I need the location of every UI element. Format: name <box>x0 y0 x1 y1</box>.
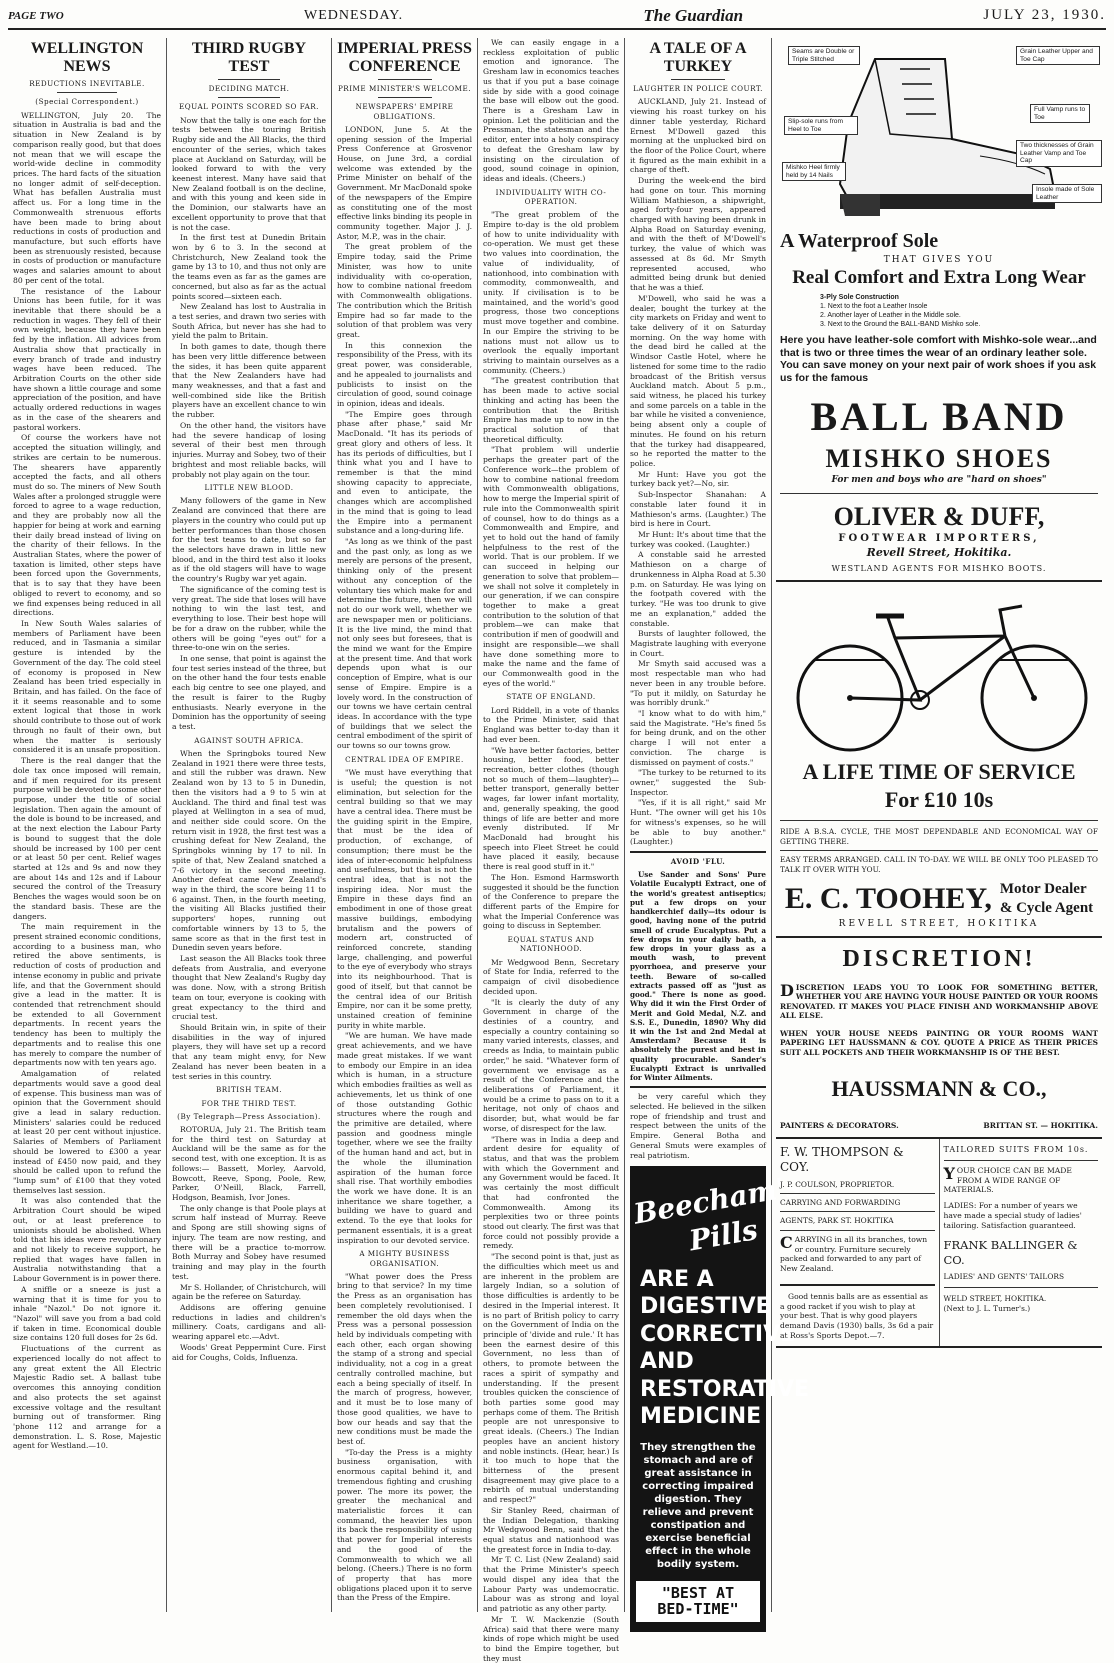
list-line: 2. Another layer of Leather in the Middle sole. <box>820 312 961 320</box>
paragraph: M'Dowell, who said he was a dealer, bought the turkey at the city markets on Friday and went to take delivery of it on Saturday morning. On the way home with the dead bird he called at the Windsor Castle Hotel, where he listened for some time to the radio broadcast of the British versus Auckland match. About 5 p.m., said witness, he placed his turkey and some parcels on a table in the bar while he visited a convenience, being absent only a couple of minutes. He found on his return that the turkey had disappeared, so he reported the matter to the police. <box>630 293 766 468</box>
column-imperial-press-cont <box>478 38 625 1663</box>
paragraph: AUCKLAND, July 21. Instead of viewing his roast turkey on his dinner table yesterday, Richard Ernest M'Dowell gazed this morning at the unplucked bird on the floor of the Police Court, where it figured as the main exhibit in a charge of theft. <box>630 97 766 175</box>
paragraph: There is the real danger that the dole tax once imposed will remain, and if men required for its present purpose will be devoted to some other purpose, under the title of social legislation. Then again the amount of the dole is bound to be increased, and at the next election the Labour Party is bound to suggest that the dole should be increased by 100 per cent or at least 50 per cent. Relief wages started at 12s and 9s and now they are about 14s and 12s and if Labour secured the control of the Treasury Benches the wages would soon be on the standard basis. These are the dangers. <box>13 756 161 921</box>
paragraph: We can easily engage in a reckless exploitation of public emotion and ignorance. The Gresham law in economics teaches us that if you put a base coinage side by side with a good coinage the base will elbow out the good. There is a Gresham Law in opinion. Let the politician and the Pressman, the statesman and the editor, enter into a holy conspiracy to defeat the Gresham law by insisting on the circulation of good, sound coinage in opinion, ideas and ideals. (Cheers.) <box>483 38 619 184</box>
column-turkey <box>625 38 810 1619</box>
paragraph: Sir Stanley Reed, chairman of the Indian Delegation, thanking Mr Wedgwood Benn, said that the equal status and nationhood was the greatest force in India to-day. <box>483 1505 619 1554</box>
headline-rugby-test: THIRD RUGBY TEST <box>191 40 307 75</box>
paragraph: In New South Wales salaries of members of Parliament have been reduced, and in Tasmania a similar gesture is intended by the Government of the day. The cold steel of economy is proposed in New Zealand has been tried especially in Britain, and has failed. On the face of it it seems reasonable and to some extent logical that those in work should contribute to those out of work through no fault of their own, but when the matter is seriously considered it is an unsafe proposition. <box>13 619 161 755</box>
mishko-title: MISHKO SHOES <box>825 443 1053 473</box>
article-body <box>483 706 619 932</box>
bsa-text: RIDE A B.S.A. CYCLE, THE MOST DEPENDABLE AND ECONOMICAL WAY OF GETTING THERE. <box>780 827 1098 846</box>
subhead-deciding: DECIDING MATCH. <box>208 84 290 94</box>
tailored-title: TAILORED SUITS FROM 10s. <box>943 1144 1089 1154</box>
page-header <box>8 4 1106 30</box>
paragraph: Sub-Inspector Shanahan: A constable later found it in Mathieson's arms. (Laughter.) The bird is here in Court. <box>630 490 766 529</box>
tennis-notice: Good tennis balls are as essential as a good racket if you wish to play at your best. That is why good players demand Davis (1930) balls, 3s 6d a pair at Ross's Sports Depot.—7. <box>780 1291 934 1340</box>
paragraph: In both games to date, though there has been very little difference between the sides, it has been quite apparent that the New Zealanders have had many weaknesses, and that a fast and well-combined side like the British players have an excellent chance to win the rubber. <box>172 342 326 420</box>
sole-list-title: 3-Ply Sole Construction <box>820 294 899 302</box>
paragraph: Should Britain win, in spite of their disabilities in the way of injured players, they will have set up a record that any team might envy, for New Zealand has never been beaten in a test series in this country. <box>172 1023 326 1081</box>
paragraph: On the other hand, the visitors have had the severe handicap of losing several of their best men through injuries. Murray and Sobey, two of their brightest and most reliable backs, will probably not play again on the tour. <box>172 420 326 479</box>
headline-wellington-news: WELLINGTON NEWS <box>30 40 144 75</box>
column-rugby-test <box>167 38 332 1612</box>
masthead: The Guardian <box>643 6 744 26</box>
paragraph: Woods' Great Peppermint Cure. First aid for Coughs, Colds, Influenza. <box>172 1342 326 1362</box>
article-body <box>337 1272 472 1603</box>
list-line: ARE A <box>640 1266 714 1292</box>
column-advertisements <box>772 38 1106 1612</box>
paragraph: Many followers of the game in New Zealand are convinced that there are players in the country who could put up better performances than those chosen for the test teams to date, but so far the selectors have drawn in little new blood, and in the third test also it looks as if the old stagers will have to wage the country's Rugby war yet again. <box>172 496 326 584</box>
paragraph: ROTORUA, July 21. The British team for the third test on Saturday at Auckland will be the same as for the second test, with one exception. It is as follows:— Bassett, Morley, Aarvold, Bowcott, Reeve, Spong, Poole, Rew, Parker, O'Neill, Black, Farrell, Hodgson, Beamish, Ivor Jones. <box>172 1125 326 1203</box>
thompson-address: AGENTS, PARK ST. HOKITIKA <box>780 1216 894 1226</box>
paragraph: Mr Hunt: It's about time that the turkey was cooked. (Laughter.) <box>630 530 766 549</box>
paragraph: Addisons are offering genuine reductions in ladies and children's millinery. Coats, cardigans and all-wearing apparel etc.—Advt. <box>172 1302 326 1342</box>
paragraph: "What power does the Press bring to that service? In my time the Press as an organisation has been completely revolutionised. I remember the old days when the Press was a personal possession held by individuals competing with each other, each organ showing the stamp of a strong and special individuality, not a cog in a great centrally controlled machine, but each a being specially of itself. In the march of progress, however, and it must be to lose many of those good qualities, we have to bow our heads and say that the new conditions must be made the best of. <box>337 1271 472 1446</box>
paragraph: Mr Wedgwood Benn, Secretary of State for India, referred to the campaign of civil disobedience decided upon. <box>483 957 619 996</box>
article-body <box>483 210 619 688</box>
paragraph: "The Empire goes through phase after phase," said Mr MacDonald. "It has its periods of great glory and others of less. It has its periods of difficulties, but I think what you and I have to remember is that the mind showing capacity to appreciate, and even to anticipate, the changes which are accomplished in the mind that is going to lead the Empire into a permanent substance and a long-during life. <box>337 409 472 536</box>
paragraph: It was also contended that the Arbitration Court should be wiped out, or at least preference to unionists should be abolished. When told that his ideas were revolutionary and not likely to receive support, he replied that wages have fallen in Australia notwithstanding that a Labour Government is in power there. <box>13 1196 161 1284</box>
paragraph: "I know what to do with him," said the Magistrate. "He's fined 5s for being drunk, and on the other charge I will not enter a conviction. The charge is dismissed on payment of costs." <box>630 708 766 767</box>
paragraph: "We must have everything that is useful; the question is not elimination, but selection for the central building so that we may have a central idea. There must be the guiding spirit in the Empire, that must be the idea of production, of exchange, of consumption; there must be the idea of inter-economic helpfulness and usefulness, but that is not the central idea, that is not the inspiring idea. Nor must the Empire in these days find an embodiment in one of those great massive buildings, embodying brutalism and the powers of modern art, constructed of reinforced concrete, standing large, challenging, and powerful to the eye of everybody who strays into its neighbourhood. That is good of itself, but that cannot be the central idea of our British Empire, nor can it be some pretty, unstained creation of feminine purity in white marble. <box>337 768 472 1030</box>
flu-ad-heading: AVOID 'FLU. <box>670 857 726 867</box>
ballinger-note: (Next to J. L. Turner's.) <box>943 1303 1031 1313</box>
ballinger-subtitle: LADIES' AND GENTS' TAILORS <box>943 1271 1065 1281</box>
list-line: 3. Next to the Ground the BALL-BAND Mishko sole. <box>820 321 981 329</box>
article-body <box>13 111 161 1451</box>
flu-ad-body: Use Sander and Sons' Pure Volatile Eucalypti Extract, one of the world's greatest antiseptics; put a few drops on your handkerchief daily—its odour is good, having none of the putrid smell of crude Eucalyptus. Put a few drops in your daily bath, a few drops in your glass as a mouth wash, to prevent pyorrhoea, and preserve your teeth. Beware of so-called extracts passed off as "just as good." There is none as good. Why did it win the First Order of Merit and Gold Medal, N.Z. and S.S. E., Dunedin, 1890? Why did it win the 1st and 2nd Medal at Amsterdam? Because it is absolutely the purest and best in quality procurable. Sander's Eucalypti Extract is unrivalled for Winter Ailments. <box>630 870 766 1083</box>
paragraph: "To-day the Press is a mighty business organisation, with enormous capital behind it, and tremendous fighting and crushing power. The more its power, the greater the mechanical and materialistic forces it can command, the heavier lies upon its back the responsibility of using that power for Imperial interests and the good of the Commonwealth to which we all belong. (Cheers.) There is no form of property that has more obligations placed upon it to serve than the Press of the Empire. <box>337 1447 472 1603</box>
discretion-body-2: WHEN YOUR HOUSE NEEDS PAINTING OR YOUR ROOMS WANT PAPERING LET HAUSSMANN & COY. QUOTE A PRICE AS THEIR PRICES SUIT ALL POCKETS AND THEIR WORKMANSHIP IS OF THE BEST. <box>780 1028 1098 1057</box>
article-body <box>337 125 472 751</box>
headline-imperial-press: IMPERIAL PRESS CONFERENCE <box>337 40 472 75</box>
boot-callout: Slip-sole runs from Heel to Toe <box>784 116 858 135</box>
section-heading: EQUAL STATUS AND NATIONHOOD. <box>507 935 595 954</box>
paragraph: WELLINGTON, July 20. The situation in Australia is bad and the situation in New Zealand is by comparison really good, but that does not mean that we will escape the world-wide decline in commodity prices. The hard facts of the situation no longer admit of self-deception. What has befallen Australia must affect us. For a long time in the Commonwealth strenuous efforts have been made to bring about reductions in costs of production and manufacture, but such efforts have been as strenuously resisted, because in costs of production or manufacture wages and salaries amount to about 80 per cent of the total. <box>13 110 161 285</box>
paragraph: In this connexion the responsibility of the Press, with its great power, was considerable, and he appealed to journalists and publicists to insist on the circulation of good, sound coinage in opinion, ideas and ideals. <box>337 340 472 408</box>
paragraph: "The turkey to be returned to its owner," suggested the Sub-Inspector. <box>630 768 766 797</box>
paragraph: The Hon. Esmond Harmsworth suggested it should be the function of the Conference to prepare the different parts of the Empire for what the Imperial Conference was going to discuss in September. <box>483 872 619 931</box>
paragraph: "As long as we think of the past and the past only, as long as we merely are persons of the present, thinking only of the present without any conception of the voluntary ties which make for and determine the future, then we will not do our work well, whether we are newspaper men or politicians. It is the live mind, the mind that not only sees but foresees, that is the mind we want for the Empire at the present time. And that work depends upon what is our conception of Empire, what is our sense of Empire. Empire is a lovely word. In the construction of our towns we have certain central ideas. In accordance with the type of buildings that we select the central embodiment of the spirit of our towns so our towns grow. <box>337 537 472 751</box>
beechams-tagline: "BEST AT BED-TIME" <box>636 1581 760 1622</box>
list-line: CORRECTIVE <box>640 1321 796 1347</box>
ballinger-name: FRANK BALLINGER & CO. <box>943 1238 1078 1268</box>
headline-turkey: A TALE OF A TURKEY <box>649 40 747 75</box>
lifetime-title: A LIFE TIME OF SERVICE <box>802 758 1076 784</box>
oliver-duff: OLIVER & DUFF, <box>833 501 1045 531</box>
bsa-cycle-ad <box>776 582 1102 938</box>
paragraph: Lord Riddell, in a vote of thanks to the Prime Minister, said that England was better to-day than it had ever been. <box>483 705 619 744</box>
thompson-ad <box>776 1139 939 1347</box>
page-label: PAGE TWO <box>8 9 64 22</box>
boot-callout: Seams are Double or Triple Stitched <box>788 46 860 65</box>
boot-illustration <box>780 44 1098 229</box>
boot-callout: Full Vamp runs to Toe <box>1030 104 1090 123</box>
section-heading: BRITISH TEAM. <box>215 1085 283 1095</box>
paragraph: During the week-end the bird had gone on tour. This morning William Mathieson, a shipwright, aged forty-four years, appeared charged with having been drunk in Alpha Road on Saturday evening, and with the theft of M'Dowell's turkey, the value of which was assessed at 8s 6d. Mr Smyth represented accused, who admitted being drunk but denied that he was a thief. <box>630 176 766 293</box>
haussmann-ad <box>776 938 1102 1139</box>
sole-subtitle: THAT GIVES YOU <box>883 254 995 265</box>
paragraph: The resistance of the Labour Unions has been futile, for it was inevitable that there should be a reduction in wages. They fell of their own weight, because they have been fed by the inflation. All advices from Australia show that practically in every branch of trade and industry wages have been reduced. The Arbitration Courts on the other side have shown a little courage and some appreciation of the position, and have actually ordered reductions in wages as in the case of the shearers and pastoral workers. <box>13 286 161 432</box>
list-line: 1. Next to the foot a Leather Insole <box>820 303 928 311</box>
sole-title: A Waterproof Sole <box>780 230 939 252</box>
byline: (By Telegraph—Press Association). <box>177 1111 321 1121</box>
paragraph: The great problem of the Empire today, said the Prime Minister, was how to unite individuality with co-operation, how to combine national freedom with Commonwealth obligations. The contribution which the British Empire had so far made to the solution of that problem was very great. <box>337 242 472 339</box>
oliver-subtitle: FOOTWEAR IMPORTERS, <box>838 532 1040 544</box>
paragraph: Bursts of laughter followed, the Magistrate laughing with everyone in Court. <box>630 629 766 658</box>
article-body <box>172 116 326 480</box>
haussmann-name: HAUSSMANN & CO., <box>831 1076 1047 1102</box>
paragraph: "We have better factories, better housing, better food, better recreation, better clothes (though not so much of them—laughter)—better transport, generally better wages, far lower infant mortality, and, generally speaking, the good things of life are better and more evenly distributed. If Mr MacDonald had brought his speech into Fleet Street he could have placed it easily, because there is real good stuff in it." <box>483 745 619 872</box>
subhead-obligations: NEWSPAPERS' EMPIRE OBLIGATIONS. <box>355 102 454 121</box>
paragraph: "The greatest contribution that has been made to active social thinking and acting has been the contribution that the British Empire has made up to now in the practical solution of that theoretical difficulty. <box>483 376 619 444</box>
beechams-brand: Beecham's Pills <box>631 1169 804 1258</box>
mishko-subtitle: For men and boys who are "hard on shoes" <box>831 475 1047 486</box>
issue-date: JULY 23, 1930. <box>983 7 1106 24</box>
bsa-price: For £10 10s <box>884 787 994 813</box>
haussmann-trade: PAINTERS & DECORATORS. <box>780 1121 899 1131</box>
article-body <box>483 958 619 1663</box>
paragraph: The only change is that Poole plays at scrum half instead of Murray. Reeve and Spong are still showing signs of injury. The team are now resting, and there will be a practice to-morrow. Both Murray and Sobey have resumed training and may play in the fourth test. <box>172 1203 326 1281</box>
article-tail: be very careful which they selected. He believed in the silken rope of friendship and trust and respect between the units of the Empire. General Botha and General Smuts were examples of real patriotism. <box>630 1092 766 1160</box>
haussmann-address: BRITTAN ST. — HOKITIKA. <box>983 1121 1098 1131</box>
article-body <box>172 496 326 731</box>
list-line: MEDICINE <box>640 1404 762 1430</box>
toohey-name: E. C. TOOHEY, <box>784 882 992 916</box>
sole-list <box>820 303 1098 330</box>
boot-callout: Two thicknesses of Grain Leather Vamp and Toe Cap <box>1016 140 1102 167</box>
paragraph: "We are human. We have made great achievements, and we have made great mistakes. If we want to embody our Empire in an idea which is human, in a structure which embodies frailties as well as achievements, let us think of one of those outstanding Gothic structures where the rough and the primitive are detailed, where passion and goodness mingle together, where we see the frailty of the human hand and act, but in the whole the illumination aspiration of the human force shall rise. That worthily embodies the work we have done. It is an inheritance we share together, a building we have to guard and extend. To the eye that looks for permanent essentials, it is a great inspiration to our devoted service. <box>337 1031 472 1245</box>
paragraph: Now that the tally is one each for the tests between the touring British Rugby side and the All Blacks, the third encounter of the series, which takes place at Auckland on Saturday, will be looked forward to with the very keenest interest. Many have said that New Zealand football is on the decline, and with this young and keen side in the Dominion, our stalwarts have an excellent opportunity to prove that that is not the case. <box>172 115 326 232</box>
ball-band-title: BALL BAND <box>810 393 1068 439</box>
article-body <box>630 97 766 847</box>
boot-callout: Mishko Heel firmly held by 14 Nails <box>782 162 846 181</box>
oliver-address: Revell Street, Hokitika. <box>866 545 1012 559</box>
thompson-name: F. W. THOMPSON & COY. <box>780 1144 904 1175</box>
beechams-body: They strengthen the stomach and are of great assistance in correcting impaired digestion. They relieve and prevent constipation and exercise beneficial effect in the whole bodily system. <box>640 1441 756 1570</box>
oliver-agents: WESTLAND AGENTS FOR MISHKO BOOTS. <box>831 563 1047 573</box>
section-heading: INDIVIDUALITY WITH CO-OPERATION. <box>495 187 607 206</box>
subhead-welcome: PRIME MINISTER'S WELCOME. <box>337 84 472 94</box>
thompson-line: CARRYING AND FORWARDING <box>780 1197 901 1207</box>
section-heading: AGAINST SOUTH AFRICA. <box>194 735 304 745</box>
paragraph: When the Springboks toured New Zealand in 1921 there were three tests, and still the rubber was drawn. New Zealand won by 13 to 5 in Dunedin, then the visitors had a 9 to 5 win at Auckland. The third and final test was played at Wellington in a sea of mud, and neither side could score. On the return visit in 1928, the first test was a crushing defeat for New Zealand, the Springboks winning by 17 to nil. In spite of that, New Zealand snatched a 7-6 victory in the second meeting. Another defeat came New Zealand's way in the third, the score being 11 to 6 against. Then, in the fourth meeting, the visiting All Blacks justified their supporters' hopes, running out comfortable winners by 13 to 5, the same score as that in the first test in Dunedin seven years before. <box>172 748 326 953</box>
paragraph: New Zealand has lost to Australia in a test series, and drawn two series with South Africa, but never has she had to yield the palm to Britain. <box>172 302 326 341</box>
section-heading: A MIGHTY BUSINESS ORGANISATION. <box>359 1249 450 1268</box>
paragraph: "That problem will underlie perhaps the greater part of the Conference work—the problem of how to combine national freedom with Commonwealth obligations, how to merge the Imperial spirit of rule into the Commonwealth spirit of counsel, how to do things as a Commonwealth and Empire, and yet to hold out the hand of family helpfulness to the rest of the world. That is our problem. If we can succeed in helping our generation to solve that problem—we shall not solve it completely in our generation, if we can conspire together to make a great contribution to the solution of that problem—we can make that contribution if men of goodwill and insight are responsible—we shall have done something more to make the name and the fame of our Commonwealth good in the eyes of the world." <box>483 445 619 688</box>
paragraph: In the first test at Dunedin Britain won by 6 to 3. In the second at Christchurch, New Zealand took the game by 13 to 10, and thus not only are the teams even as far as the games are concerned, but also as far as the actual points scored—sixteen each. <box>172 233 326 301</box>
paragraph: "Yes, if it is all right," said Mr Hunt. "The owner will get his 10s for witness's expenses, so he will be able to buy another." (Laughter.) <box>630 798 766 847</box>
paragraph: A constable said he arrested Mathieson on a charge of drunkenness in Alpha Road at 5.30 p.m. on Saturday. He was lying on the footpath covered with the turkey. "He was too drunk to give me an explanation," added the constable. <box>630 550 766 628</box>
subhead-reductions: REDUCTIONS INEVITABLE. <box>29 79 145 89</box>
boot-callout: Insole made of Sole Leather <box>1032 184 1102 203</box>
discretion-title: DISCRETION! <box>842 946 1036 973</box>
ballinger-address: WELD STREET, HOKITIKA. <box>943 1294 1047 1304</box>
section-heading: CENTRAL IDEA OF EMPIRE. <box>345 754 464 764</box>
paragraph: Mr T. W. Mackenzie (South Africa) said that there were many kinds of rope which might be used to bind the Empire together, but they must <box>483 1614 619 1663</box>
paragraph: Mr S. Hollander, of Christchurch, will again be the referee on Saturday. <box>172 1282 326 1302</box>
paragraph: Of course the workers have not accepted the situation willingly, and strikes are certain to be numerous. The shearers have apparently accepted the facts, and all others must do so. The miners of New South Wales after a prolonged struggle were forced to agree to a wage reduction, and they are probably now all the happier for being at work and earning their daily bread instead of living on the charity of their fellows. In the Australian States, where the power of taxation is limited, other steps have been forced upon the Governments, that is to say that they have been obliged to revert to economy, and so we find expenses being reduced in all directions. <box>13 433 162 618</box>
paragraph: Last season the All Blacks took three defeats from Australia, and everyone thought that New Zealand's Rugby day was done. Now, with a strong British team on tour, everyone is cooking with great expectancy to the third and crucial test. <box>172 954 326 1022</box>
paragraph: "It is clearly the duty of any Government in charge of the destinies of a country, and especially a country containing so many varied interests, classes, and creeds as India, to maintain public order," he said. "Whatever form of government we envisage as a result of the Conference and the deliberations of Parliament, it would be a crime to pass on to it a heritage, not only of chaos and disorder, but, what would be far worse, of disrespect for the law. <box>483 997 619 1133</box>
article-body <box>172 749 326 1081</box>
paragraph: The main requirement in the present strained economic conditions, according to a business man, who retired the above sentiments, is reduction of costs of production and intense economy in public and private life, and that the Government should give a lead in the matter. It is contended that retrenchment should be extended to all Government departments. In recent years the tendency has been to multiply the departments and to realise this one has merely to compare the number of departments now with ten years ago. <box>13 922 161 1068</box>
discretion-body: DISCRETION LEADS YOU TO LOOK FOR SOMETHING BETTER, WHETHER YOU ARE HAVING YOUR HOUSE PAINTED OR YOUR ROOMS RENOVATED. IT MAKES YOU PLACE FINISH AND WORKMANSHIP ABOVE ALL ELSE. <box>780 980 1098 1021</box>
bsa-text-terms: EASY TERMS ARRANGED. CALL IN TO-DAY. WE WILL BE ONLY TOO PLEASED TO TALK IT OVER WITH YOU. <box>780 855 1098 874</box>
paragraph: Mr Hunt: Have you got the turkey back yet?—No, sir. <box>630 469 766 489</box>
paragraph: The significance of the coming test is very great. The side that loses will have nothing to win the last test, and everything to lose. Their best hope will be for a draw on the rubber, while the others will be going "eyes out" for a three-to-one win on the series. <box>172 584 326 653</box>
column-wellington-news <box>8 38 167 1612</box>
subhead-laughter: LAUGHTER IN POLICE COURT. <box>633 84 763 94</box>
section-heading: STATE OF ENGLAND. <box>506 692 596 702</box>
bicycle-icon <box>780 588 1104 758</box>
article-body <box>172 1125 326 1362</box>
sole-body: Here you have leather-sole comfort with Mishko-sole wear...and that is two or three times the wear of an ordinary leather sole. You can save money on your next pair of work shoes if you ask us for the famous <box>780 334 1097 385</box>
beechams-pills-ad <box>630 1166 810 1632</box>
toohey-role-cycle: & Cycle Agent <box>999 900 1094 917</box>
ballinger-ad <box>939 1139 1103 1347</box>
sole-tagline: Real Comfort and Extra Long Wear <box>792 267 1086 289</box>
list-line: AND <box>640 1349 694 1375</box>
paragraph: In one sense, that point is against the four test series instead of the three, but on the other hand the four tests enable each big centre to see one played, and the result is fairer to the Rugby enthusiasts. Nearly everyone in the Dominion has the opportunity of seeing a test. <box>172 653 326 731</box>
subhead-equal-points: EQUAL POINTS SCORED SO FAR. <box>179 102 319 112</box>
paragraph: Amalgamation of related departments would save a good deal of expense. This business man was of opinion that the Government should give a lead in salary reduction. Ministers' salaries could be reduced at least 20 per cent without injustice. Salaries of Members of Parliament should be lowered to £300 a year instead of £450 now paid, and they should be called upon to refund the "lump sum" of £100 that they voted themselves last session. <box>13 1069 161 1195</box>
byline: (Special Correspondent.) <box>35 97 139 107</box>
ball-band-ad <box>776 38 1102 582</box>
beechams-headline <box>636 1266 810 1431</box>
column-imperial-press <box>332 38 478 1612</box>
paragraph: "The great problem of the Empire to-day is the old problem of how to unite individuality with co-operation. We must get these two values into coordination, the value of individuality, of nationhood, into combination with commodity, commonwealth, and unity. If civilisation is to be maintained, and the world's good progress, those two conceptions must move together and combine. In our Empire the striving to be nations must not allow us to overlook the equally important striving to maintain ourselves as a community. (Cheers.) <box>483 210 619 375</box>
paragraph: "There was in India a deep and ardent desire for equality of status, and that was the problem with which the Government and any Government would be faced. It was certainly the most difficult that had confronted the Commonwealth. Among its perplexities two or three points stood out clearly. The first was that force could not possibly provide a remedy. <box>483 1134 619 1251</box>
issue-day: WEDNESDAY. <box>304 8 404 24</box>
paragraph: Mr Smyth said accused was a most respectable man who had never been in any trouble before. "To put it mildly, on Saturday he was horribly drunk." <box>630 659 766 708</box>
thompson-body: CARRYING in all its branches, town or country. Furniture securely packed and forwarded to any part of New Zealand. <box>780 1232 928 1274</box>
paragraph: Mr T. C. List (New Zealand) said that the Prime Minister's speech would dispel any idea that the Labour Party was undemocratic. Labour was as strong and loyal and patriotic as any other party. <box>483 1555 619 1614</box>
list-line: DIGESTIVE <box>640 1294 771 1320</box>
small-ads-row <box>776 1139 1102 1349</box>
toohey-address: REVELL STREET, HOKITIKA <box>838 918 1040 929</box>
article-body <box>483 38 619 184</box>
bicycle-illustration <box>780 588 1098 758</box>
section-heading: LITTLE NEW BLOOD. <box>204 483 294 493</box>
paragraph: Fluctuations of the current as experienced locally do not affect to any great extent the All Electric Majestic Radio set. A ballast tube overcomes this annoying condition and also protects the set against excessive voltage and the resultant burning out of transformer. Ring 'phone 112 and arrange for a demonstration. L. S. Rose, Majestic agent for Westland.—10. <box>13 1344 161 1451</box>
thompson-proprietor: J. P. COULSON, PROPRIETOR. <box>780 1179 895 1189</box>
section-heading: FOR THE THIRD TEST. <box>201 1098 297 1108</box>
tailored-body: YOUR CHOICE CAN BE MADE FROM A WIDE RANGE OF MATERIALS. <box>943 1164 1072 1195</box>
paragraph: A sniffle or a sneeze is just a warning that it is time for you to inhale "Nazol." Do not ignore it. "Nazol" will save you from a bad cold if taken in time. Economical double size contains 120 full doses for 2s 6d. <box>13 1284 161 1343</box>
article-body <box>337 768 472 1245</box>
paragraph: LONDON, June 5. At the opening session of the Imperial Press Conference at Grosvenor House, on June 3rd, a cordial welcome was extended by the Prime Minister on behalf of the Government. Mr MacDonald spoke of the newspapers of the Empire as constituting one of the most effective links binding its people in community together. Major J. J. Astor, M.P., was in the chair. <box>337 124 472 241</box>
ladies-notice: LADIES: For a number of years we have made a special study of ladies' tailoring. Satisfaction guaranteed. <box>943 1201 1082 1230</box>
paragraph: "The second point is that, just as the difficulties which meet us and are inherent in the problem are largely Indian, so a solution of those difficulties is ardently to be desired in the Imperial interest. It is no part of British policy to carry on the Government of India on the principle of 'divide and rule.' It has been the earnest desire of this Government, no less than of others, to promote between the races a spirit of sympathy and understanding. If the present troubles quicken the conscience of both parties some good may perhaps come of them. The British people are not unresponsive to great ideals. (Cheers.) The Indian peoples have an ancient history and noble instincts. (Hear, hear.) Is it too much to hope that the bitterness of the present disagreement may give place to a rebirth of mutual understanding and respect?" <box>483 1252 619 1505</box>
list-line: RESTORATIVE <box>640 1376 810 1402</box>
toohey-role-motor: Motor Dealer <box>999 881 1087 898</box>
boot-callout: Grain Leather Upper and Toe Cap <box>1016 46 1100 65</box>
